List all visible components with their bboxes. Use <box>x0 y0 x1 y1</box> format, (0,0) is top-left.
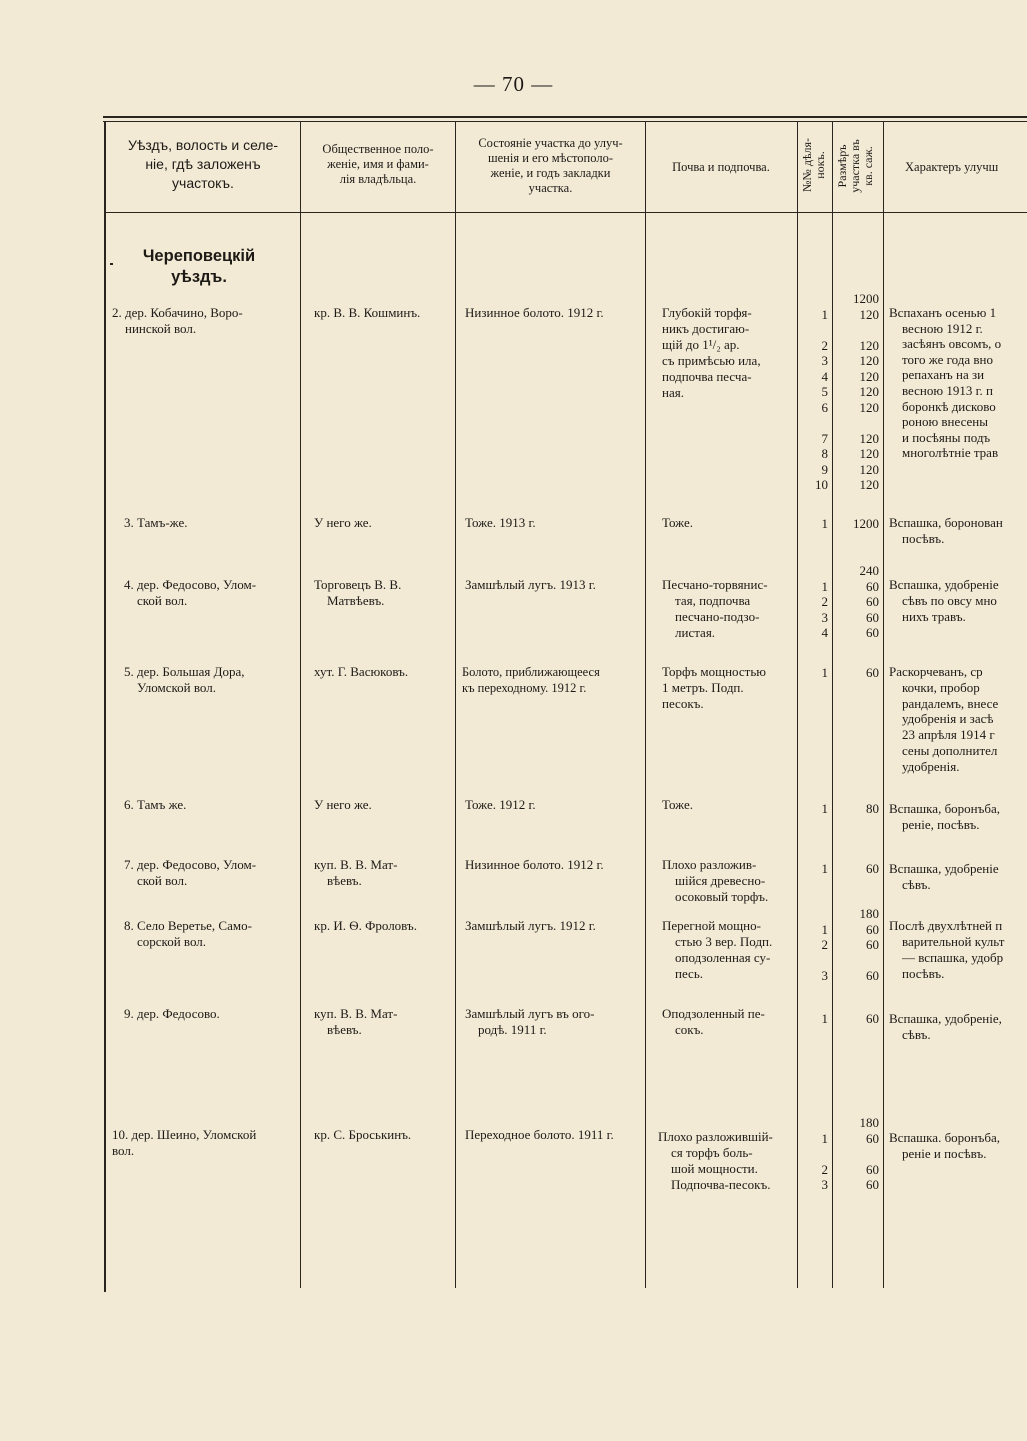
row-plot-sizes: 60 <box>866 665 879 680</box>
row-place: 6. Тамъ же. <box>124 797 187 812</box>
header-col-place: Уѣздъ, волость и селе- ніе, гдѣ заложенъ участокъ. <box>127 137 279 191</box>
row-state: Низинное болото. 1912 г. <box>465 305 604 320</box>
row-character: Вспашка, удобреніе сѣвъ по овсу мно нихъ травъ. <box>889 577 999 624</box>
row-plot-numbers: 1 2 3 <box>821 921 828 983</box>
page-number: — 70 — <box>473 72 554 96</box>
row-plot-sizes: 1200 <box>853 516 879 531</box>
row-owner: У него же. <box>314 515 372 530</box>
row-state: Тоже. 1912 г. <box>465 797 536 812</box>
row-state: Болото, приближающееся къ переходному. 1912 г. <box>462 665 600 695</box>
col-divider-5 <box>832 122 833 1288</box>
row-plot-sizes: 240 60 60 60 60 <box>859 563 879 640</box>
row-place: 3. Тамъ-же. <box>124 515 188 530</box>
col-divider-1 <box>300 122 301 1288</box>
row-plot-sizes: 180 60 60 60 <box>859 906 879 983</box>
row-place: 10. дер. Шеино, Уломской вол. <box>112 1127 257 1158</box>
row-plot-numbers: 1 <box>821 801 828 816</box>
row-place: 8. Село Веретье, Само- сорской вол. <box>124 918 252 949</box>
row-owner: куп. В. В. Мат- вѣевъ. <box>314 857 398 888</box>
row-state: Замшѣлый лугъ. 1913 г. <box>465 577 596 592</box>
row-place: 9. дер. Федосово. <box>124 1006 220 1021</box>
row-plot-numbers: 1 <box>821 1011 828 1026</box>
district-dash <box>110 263 113 265</box>
row-state: Замшѣлый лугъ. 1912 г. <box>465 918 596 933</box>
row-plot-numbers: 1 <box>821 516 828 531</box>
top-double-rule <box>103 116 1027 118</box>
row-owner: кр. С. Броськинъ. <box>314 1127 412 1142</box>
row-place: 5. дер. Большая Дора, Уломской вол. <box>124 664 245 695</box>
district-title: Череповецкій уѣздъ. <box>142 247 256 286</box>
row-plot-sizes: 60 <box>866 861 879 876</box>
row-character: Вспашка, боронъба, реніе, посѣвъ. <box>889 801 1000 832</box>
row-place: 7. дер. Федосово, Улом- ской вол. <box>124 857 257 888</box>
header-col-character: Характеръ улучш <box>905 160 999 174</box>
row-place: 2. дер. Кобачино, Воро- нинской вол. <box>112 305 243 336</box>
header-col-plot-size: Размѣръ участка въ кв. саж. <box>835 139 875 193</box>
row-plot-sizes: 80 <box>866 801 879 816</box>
table-left-border <box>104 122 106 1292</box>
row-character: Раскорчеванъ, ср кочки, пробор рандалемъ, внесе удобренія и засѣ 23 апрѣля 1914 г сены дополнител удобренія. <box>889 664 999 774</box>
row-soil: Оподзоленный пе- сокъ. <box>662 1006 765 1037</box>
row-soil: Глубокій торфя- никъ достигаю- щій до 1¹/₂ ар. съ примѣсью ила, подпочва песча- ная. <box>662 305 761 400</box>
row-plot-sizes: 60 <box>866 1011 879 1026</box>
row-owner: куп. В. В. Мат- вѣевъ. <box>314 1006 398 1037</box>
row-character: Вспашка, удобреніе сѣвъ. <box>889 861 999 892</box>
row-soil: Плохо разложив- шійся древесно- осоковый торфъ. <box>662 857 769 904</box>
row-plot-sizes: 180 60 60 60 <box>859 1115 879 1192</box>
row-plot-numbers: 1 2 3 4 5 6 7 8 9 10 <box>815 306 828 492</box>
row-owner: У него же. <box>314 797 372 812</box>
col-divider-4 <box>797 122 798 1288</box>
col-divider-3 <box>645 122 646 1288</box>
row-owner: хут. Г. Васюковъ. <box>314 664 409 679</box>
row-state: Низинное болото. 1912 г. <box>465 857 604 872</box>
row-character: Послѣ двухлѣтней п варительной культ — вспашка, удобр посѣвъ. <box>889 918 1005 981</box>
row-owner: кр. И. Ѳ. Фроловъ. <box>314 918 417 933</box>
row-soil: Песчано-торвянис- тая, подпочва песчано-подзо- листая. <box>662 577 768 640</box>
header-col-owner: Общественное поло- женіе, имя и фами- лія владѣльца. <box>322 142 434 186</box>
row-character: Вспашка. боронъба, реніе и посѣвъ. <box>889 1130 1000 1161</box>
row-soil: Тоже. <box>662 797 693 812</box>
row-soil: Плохо разложившій- ся торфъ боль- шой мощности. Подпочва-песокъ. <box>658 1129 773 1192</box>
row-plot-numbers: 1 <box>821 665 828 680</box>
row-soil: Торфъ мощностью 1 метръ. Подп. песокъ. <box>662 664 766 711</box>
row-plot-numbers: 1 <box>821 861 828 876</box>
row-soil: Перегной мощно- стью 3 вер. Подп. оподзоленная су- песь. <box>662 918 773 981</box>
row-plot-sizes: 1200 120 120 120 120 120 120 120 120 120 120 <box>853 291 879 492</box>
row-character: Вспашка, удобреніе, сѣвъ. <box>889 1011 1002 1042</box>
row-plot-numbers: 1 2 3 4 <box>821 578 828 640</box>
row-owner: кр. В. В. Кошминъ. <box>314 305 421 320</box>
header-col-state: Состояніе участка до улуч- шенія и его мѣстополо- женіе, и годъ закладки участка. <box>478 136 623 195</box>
col-divider-2 <box>455 122 456 1288</box>
row-character: Вспашка, боронован посѣвъ. <box>889 515 1003 546</box>
header-col-soil: Почва и подпочва. <box>672 160 770 174</box>
row-place: 4. дер. Федосово, Улом- ской вол. <box>124 577 257 608</box>
header-rule <box>105 212 1027 213</box>
row-state: Тоже. 1913 г. <box>465 515 536 530</box>
row-character: Вспаханъ осенью 1 весною 1912 г. засѣянъ овсомъ, о того же года вно репаханъ на зи весною 1913 г. п боронкѣ дисково роною внесены и посѣяны подъ многолѣтніе трав <box>889 305 1002 461</box>
row-state: Замшѣлый лугъ въ ого- родѣ. 1911 г. <box>465 1006 595 1037</box>
col-divider-6 <box>883 122 884 1288</box>
row-state: Переходное болото. 1911 г. <box>465 1127 614 1142</box>
row-soil: Тоже. <box>662 515 693 530</box>
row-owner: Торговецъ В. В. Матвѣевъ. <box>314 577 402 608</box>
top-double-rule-inner <box>103 121 1027 122</box>
row-plot-numbers: 1 2 3 <box>821 1130 828 1192</box>
header-col-plot-numbers: №№ дѣля- нокъ. <box>800 137 827 193</box>
